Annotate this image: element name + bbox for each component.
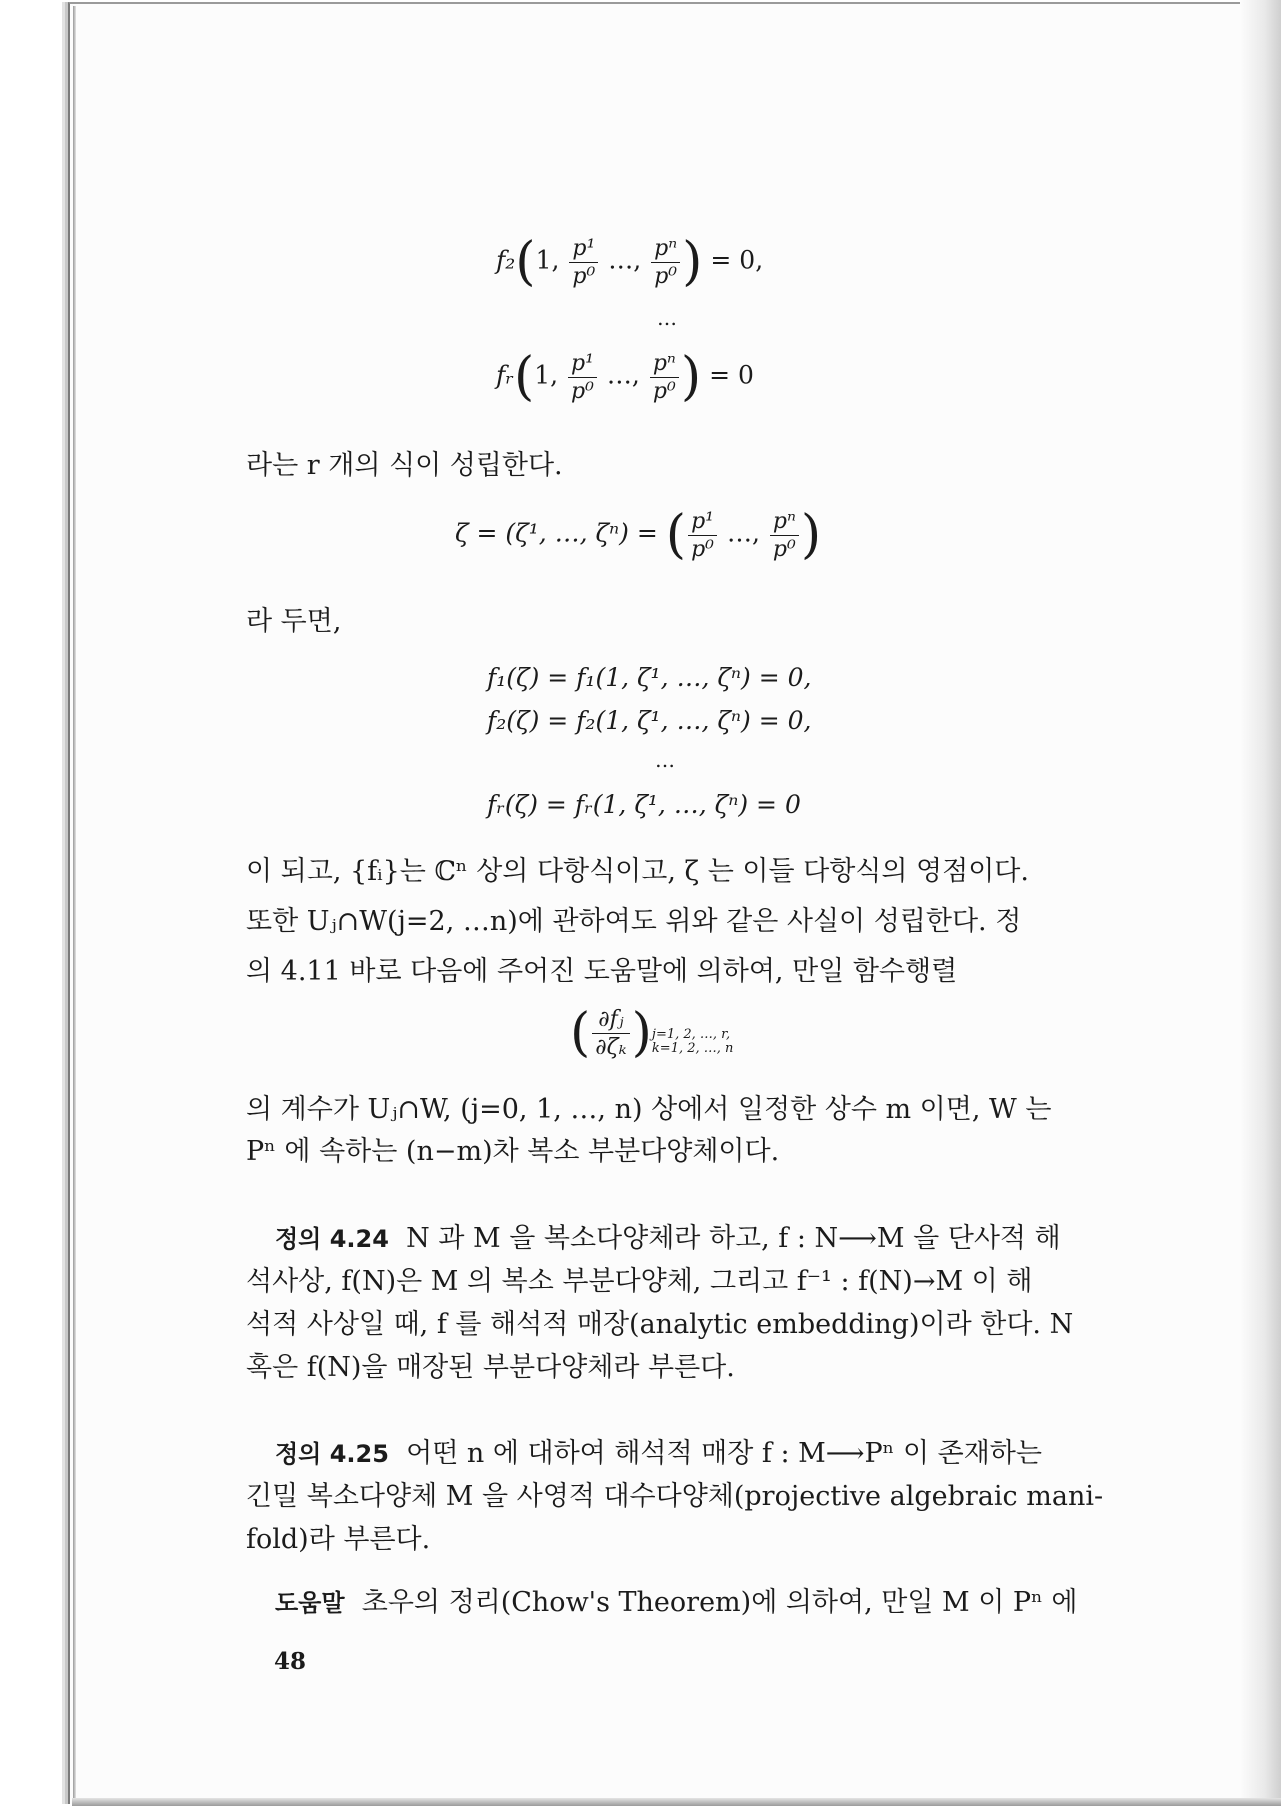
page-bottom-edge bbox=[72, 1798, 1281, 1806]
definition-4-24-line-3: 석적 사상일 때, f 를 해석적 매장(analytic embedding)이라 한다. N bbox=[246, 1309, 1074, 1340]
definition-4-24-line-2: 석사상, f(N)은 M 의 복소 부분다양체, 그리고 f⁻¹ : f(N)→M 이 해 bbox=[246, 1266, 1033, 1297]
jacobian-index-range: j=1, 2, …, r, k=1, 2, …, n bbox=[651, 1026, 734, 1056]
definition-label: 정의 4.25 bbox=[275, 1440, 389, 1468]
page-number: 48 bbox=[274, 1648, 307, 1675]
remark-line-1: 도움말 초우의 정리(Chow's Theorem)에 의하여, 만일 M 이 Pⁿ 에 bbox=[275, 1587, 1078, 1618]
definition-4-24-line-1: 정의 4.24 N 과 M 을 복소다양체라 하고, f : N⟶M 을 단사적 해 bbox=[275, 1223, 1061, 1254]
partial-derivative-fraction: $\frac{\text{∂fⱼ}}{\text{∂ζₖ}}$ bbox=[592, 1007, 629, 1060]
definition-4-24-line-4: 혹은 f(N)을 매장된 부분다양체라 부른다. bbox=[246, 1352, 735, 1383]
text-line-rank: 의 계수가 Uⱼ∩W, (j=0, 1, …, n) 상에서 일정한 상수 m 이면, W 는 bbox=[246, 1094, 1052, 1125]
definition-label: 정의 4.24 bbox=[275, 1225, 389, 1253]
jacobian-matrix: ( $\frac{\text{∂fⱼ}}{\text{∂ζₖ}}$ ) j=1, 2, …, r, k=1, 2, …, n bbox=[570, 1003, 734, 1063]
fraction-pn-p0: $\frac{\text{pⁿ}}{\text{p⁰}}$ bbox=[651, 236, 680, 289]
text-line-let: 라 두면, bbox=[246, 606, 342, 637]
text-line-r-equations: 라는 r 개의 식이 성립한다. bbox=[246, 450, 563, 481]
definition-4-25-line-2: 긴밀 복소다양체 M 을 사영적 대수다양체(projective algebraic mani- bbox=[246, 1481, 1104, 1512]
page-edge-shadow bbox=[1240, 0, 1281, 1806]
equation-fr: fᵣ(1, $\frac{\text{p¹}}{\text{p⁰}}$ …, $\frac{\text{pⁿ}}{\text{p⁰}}$ ) = 0 bbox=[496, 347, 754, 407]
fraction-pn-p0: $\frac{\text{pⁿ}}{\text{p⁰}}$ bbox=[770, 509, 799, 562]
equation-f2: f₂(1, $\frac{\text{p¹}}{\text{p⁰}}$ …, $\frac{\text{pⁿ}}{\text{p⁰}}$ ) = 0, bbox=[496, 232, 764, 292]
text-line-jacobian-intro: 의 4.11 바로 다음에 주어진 도움말에 의하여, 만일 함수행렬 bbox=[246, 956, 958, 987]
text-line-submanifold: Pⁿ 에 속하는 (n−m)차 복소 부분다양체이다. bbox=[246, 1136, 780, 1167]
vertical-ellipsis: … bbox=[657, 306, 678, 330]
equation-f2-zeta: f₂(ζ) = f₂(1, ζ¹, …, ζⁿ) = 0, bbox=[487, 706, 812, 735]
equation-f2-lhs: f₂ bbox=[496, 245, 516, 275]
text-line-polynomials: 이 되고, {fᵢ}는 ℂⁿ 상의 다항식이고, ζ 는 이들 다항식의 영점이다. bbox=[246, 856, 1029, 887]
vertical-ellipsis: … bbox=[655, 748, 676, 772]
equation-zeta-definition: ζ = (ζ¹, …, ζⁿ) = ( $\frac{\text{p¹}}{\text{p⁰}}$ …, $\frac{\text{pⁿ}}{\text{p⁰}}$ ) bbox=[455, 505, 822, 565]
definition-4-25-line-3: fold)라 부른다. bbox=[246, 1524, 431, 1555]
definition-4-25-line-1: 정의 4.25 어떤 n 에 대하여 해석적 매장 f : M⟶Pⁿ 이 존재하는 bbox=[275, 1438, 1042, 1469]
equation-fr-zeta: fᵣ(ζ) = fᵣ(1, ζ¹, …, ζⁿ) = 0 bbox=[487, 790, 801, 819]
equation-f1-zeta: f₁(ζ) = f₁(1, ζ¹, …, ζⁿ) = 0, bbox=[487, 663, 812, 692]
text-line-also: 또한 Uⱼ∩W(j=2, …n)에 관하여도 위와 같은 사실이 성립한다. 정 bbox=[246, 906, 1022, 937]
fraction-p1-p0: $\frac{\text{p¹}}{\text{p⁰}}$ bbox=[569, 236, 598, 289]
fraction-pn-p0: $\frac{\text{pⁿ}}{\text{p⁰}}$ bbox=[650, 351, 679, 404]
fraction-p1-p0: $\frac{\text{p¹}}{\text{p⁰}}$ bbox=[688, 509, 717, 562]
fraction-p1-p0: $\frac{\text{p¹}}{\text{p⁰}}$ bbox=[568, 351, 597, 404]
equation-fr-lhs: fᵣ bbox=[496, 360, 514, 390]
page-spine-shadow bbox=[73, 6, 76, 1798]
remark-label: 도움말 bbox=[275, 1589, 345, 1617]
